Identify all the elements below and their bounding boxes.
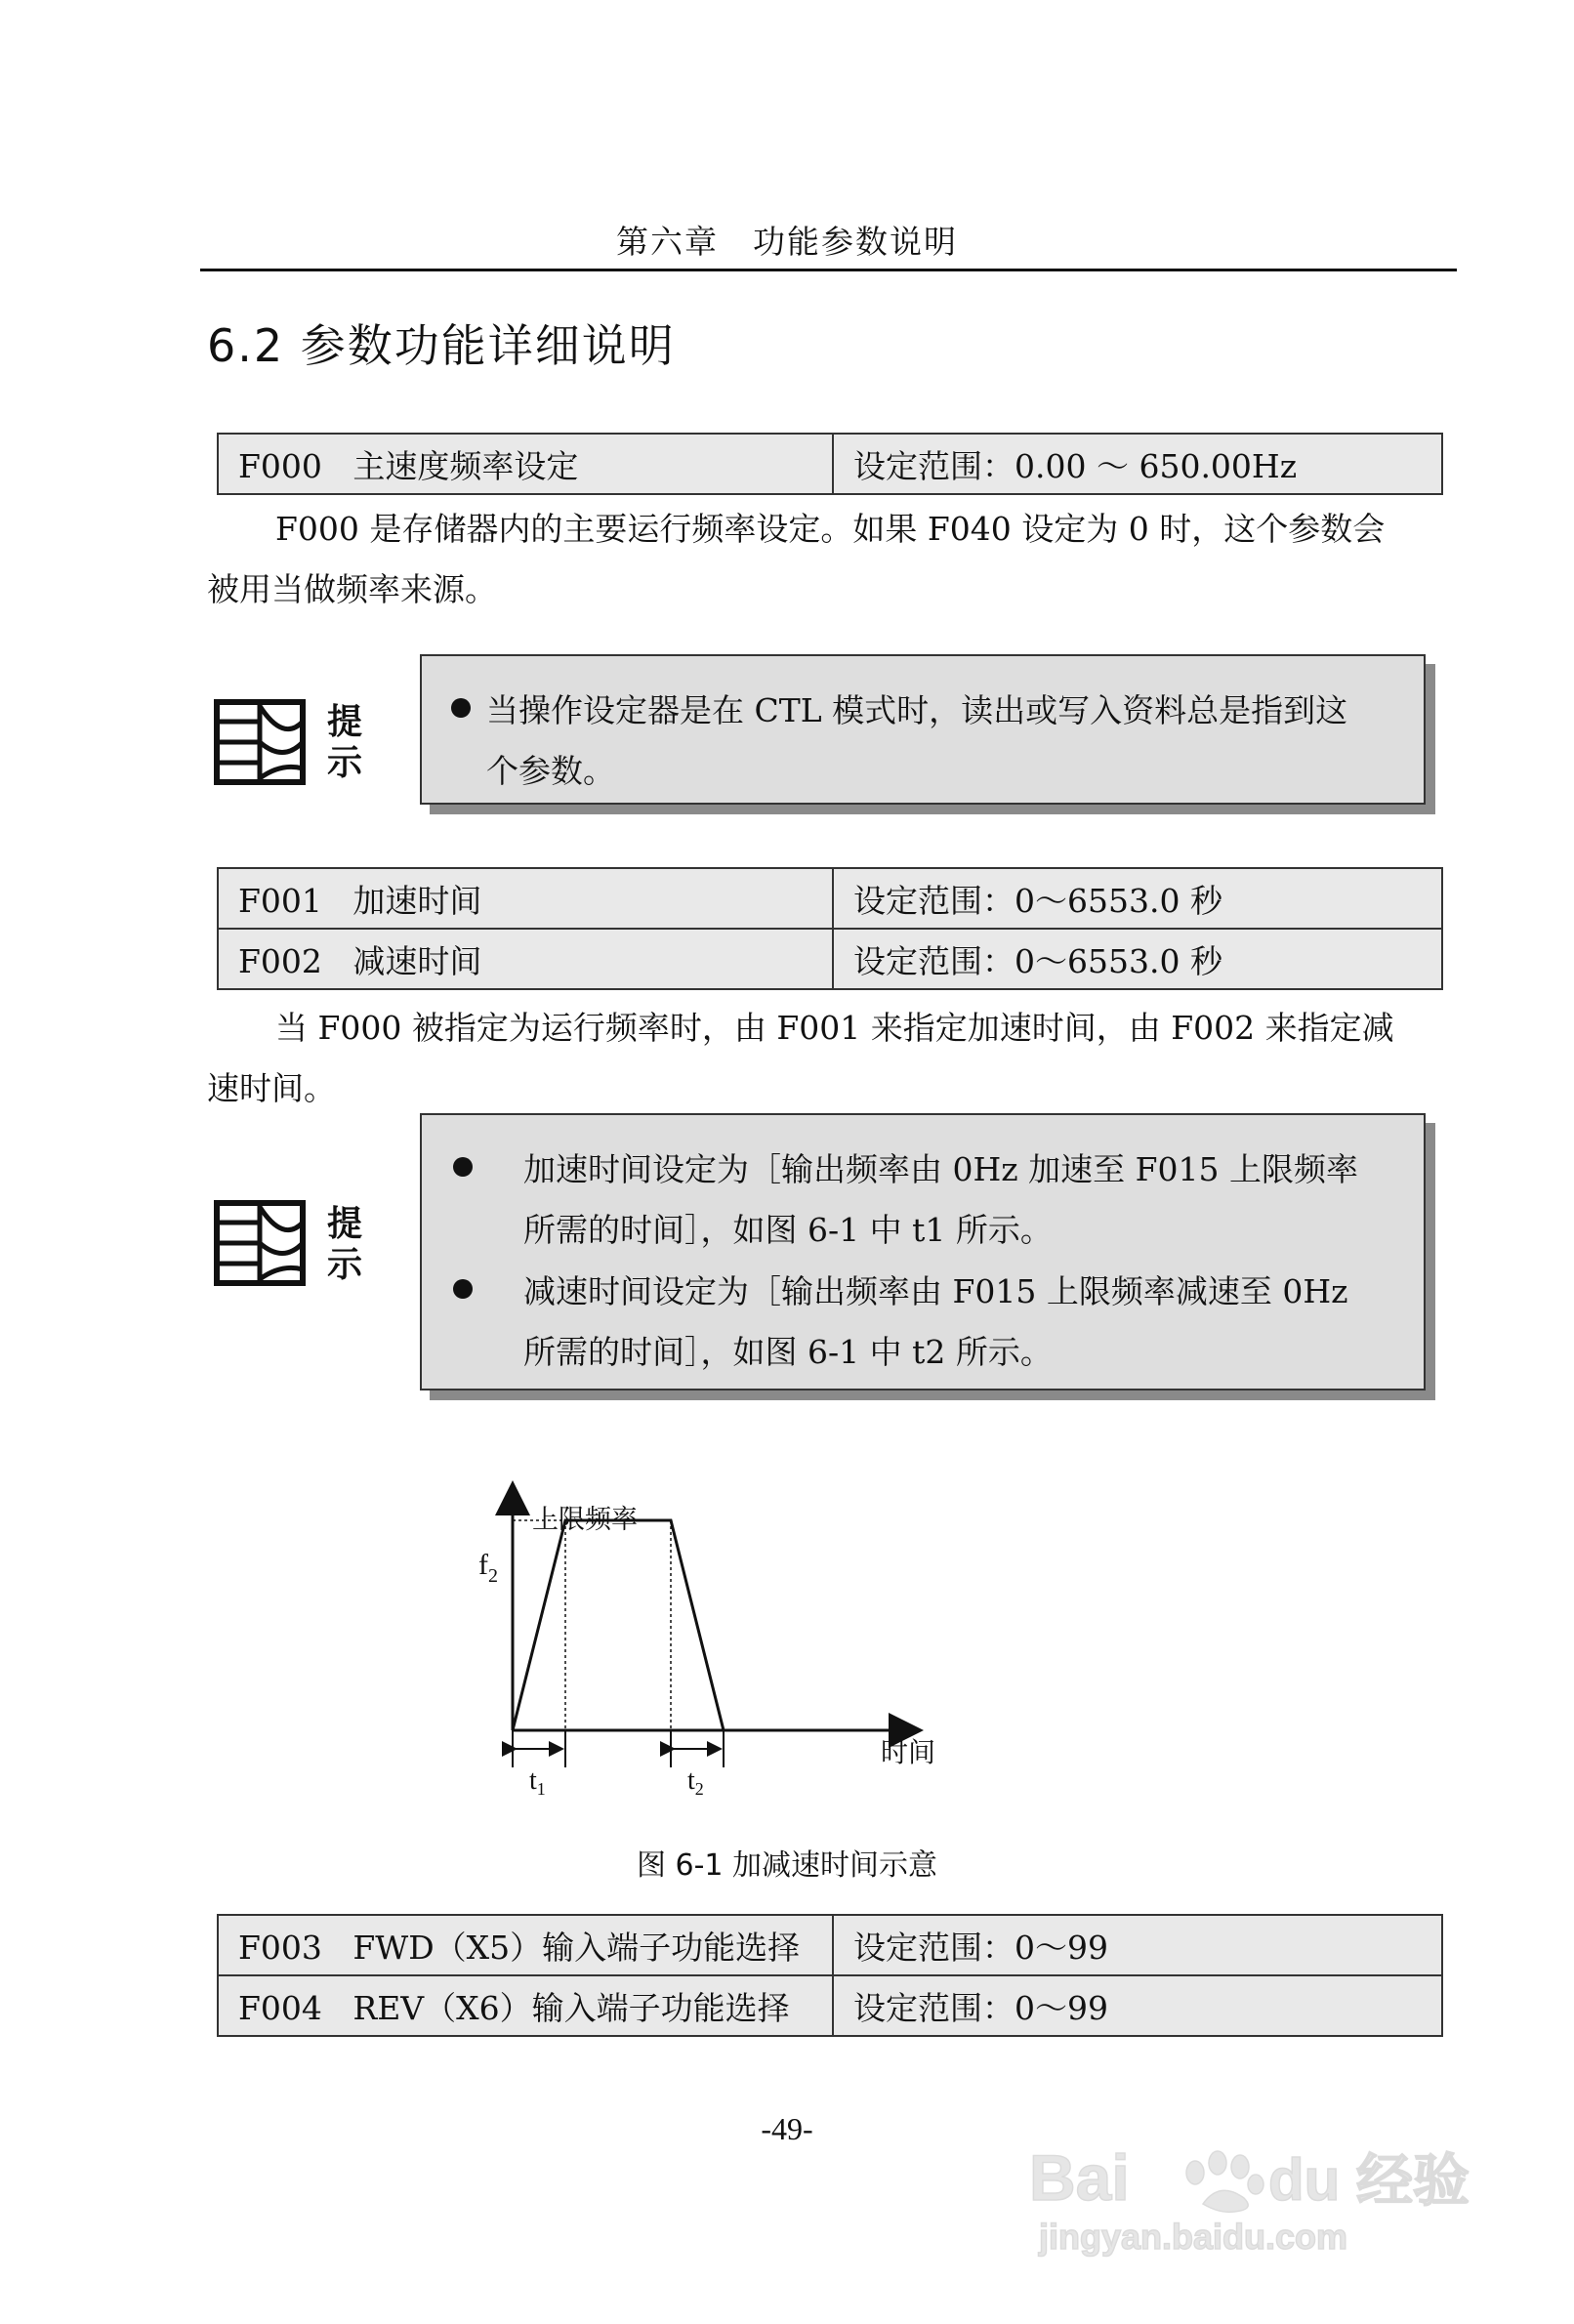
- f2-marker-label: $f_2$: [478, 1549, 498, 1587]
- param-cell: [218, 868, 833, 929]
- param-name: FWD（X5）输入端子功能选择: [352, 1928, 801, 1967]
- paragraph-line: 被用当做频率来源。: [207, 570, 497, 608]
- param-code: F001: [238, 881, 322, 920]
- tip-box-2: [420, 1113, 1426, 1390]
- table-row: [218, 1975, 1442, 2036]
- watermark-url: jingyan.baidu.com: [1039, 2217, 1348, 2257]
- param-cell: [218, 1975, 833, 2036]
- page-number: -49-: [761, 2111, 813, 2146]
- paragraph-f001: [207, 998, 1447, 1119]
- tip-label: 提 示: [327, 701, 363, 783]
- x-axis-label: 时间: [881, 1736, 936, 1768]
- param-cell: [218, 929, 833, 989]
- param-code: F002: [238, 941, 322, 980]
- bullet-icon: [453, 1279, 473, 1299]
- table-row: [218, 868, 1442, 929]
- tip-text: 个参数。: [486, 752, 615, 790]
- paragraph-line: 当 F000 被指定为运行频率时，由 F001 来指定加速时间，由 F002 来指定减: [275, 1009, 1394, 1047]
- param-code: F000: [238, 446, 322, 485]
- param-code: F004: [238, 1988, 322, 2027]
- chapter-header: 第六章 功能参数说明: [616, 223, 958, 261]
- param-table-f000: [217, 433, 1443, 495]
- tip-text: 当操作设定器是在 CTL 模式时，读出或写入资料总是指到这: [486, 691, 1348, 729]
- watermark-brand-du: du: [1268, 2147, 1341, 2213]
- baidu-watermark: [1029, 2134, 1498, 2261]
- table-row: [218, 1915, 1442, 1975]
- param-range: 设定范围：0.00 ～ 650.00Hz: [833, 434, 1442, 494]
- header-rule: [200, 269, 1457, 271]
- tip-book-icon: [213, 1199, 307, 1287]
- table-row: [218, 434, 1442, 494]
- param-cell: [218, 1915, 833, 1975]
- tip-text: 所需的时间］，如图 6-1 中 t1 所示。: [523, 1211, 1053, 1249]
- section-title: 6.2 参数功能详细说明: [207, 319, 676, 372]
- t1-label: $t_1$: [529, 1765, 546, 1799]
- bullet-icon: [451, 698, 471, 718]
- param-table-f003-f004: [217, 1914, 1443, 2037]
- paragraph-line: F000 是存储器内的主要运行频率设定。如果 F040 设定为 0 时，这个参数会: [275, 510, 1386, 548]
- param-name: 减速时间: [352, 941, 482, 980]
- watermark-brand: Bai: [1029, 2141, 1130, 2214]
- tip-label: 提 示: [327, 1203, 363, 1285]
- figure-caption: 图 6-1 加减速时间示意: [636, 1848, 938, 1883]
- paw-icon: [1186, 2151, 1263, 2212]
- t2-label: $t_2$: [687, 1765, 704, 1799]
- param-code: F003: [238, 1928, 322, 1967]
- frequency-profile-line: [513, 1520, 724, 1730]
- bullet-icon: [453, 1157, 473, 1177]
- param-range: 设定范围：0～99: [833, 1975, 1442, 2036]
- y-axis-label: 上限频率: [532, 1505, 638, 1535]
- paragraph-f000: [207, 499, 1447, 620]
- tip-text: 减速时间设定为［输出频率由 F015 上限频率减速至 0Hz: [523, 1272, 1348, 1310]
- param-name: REV（X6）输入端子功能选择: [352, 1988, 790, 2027]
- param-table-f001-f002: [217, 867, 1443, 990]
- table-row: [218, 929, 1442, 989]
- param-name: 加速时间: [352, 881, 482, 920]
- tip-text: 所需的时间］，如图 6-1 中 t2 所示。: [523, 1333, 1053, 1371]
- accel-decel-chart: [459, 1474, 967, 1826]
- tip-book-icon: [213, 698, 307, 786]
- param-range: 设定范围：0～6553.0 秒: [833, 868, 1442, 929]
- tip-text: 加速时间设定为［输出频率由 0Hz 加速至 F015 上限频率: [523, 1150, 1359, 1188]
- param-name: 主速度频率设定: [352, 446, 579, 485]
- param-range: 设定范围：0～99: [833, 1915, 1442, 1975]
- param-cell: [218, 434, 833, 494]
- watermark-cn: 经验: [1356, 2149, 1470, 2213]
- paragraph-line: 速时间。: [207, 1069, 336, 1107]
- tip-box-1: [420, 654, 1426, 805]
- param-range: 设定范围：0～6553.0 秒: [833, 929, 1442, 989]
